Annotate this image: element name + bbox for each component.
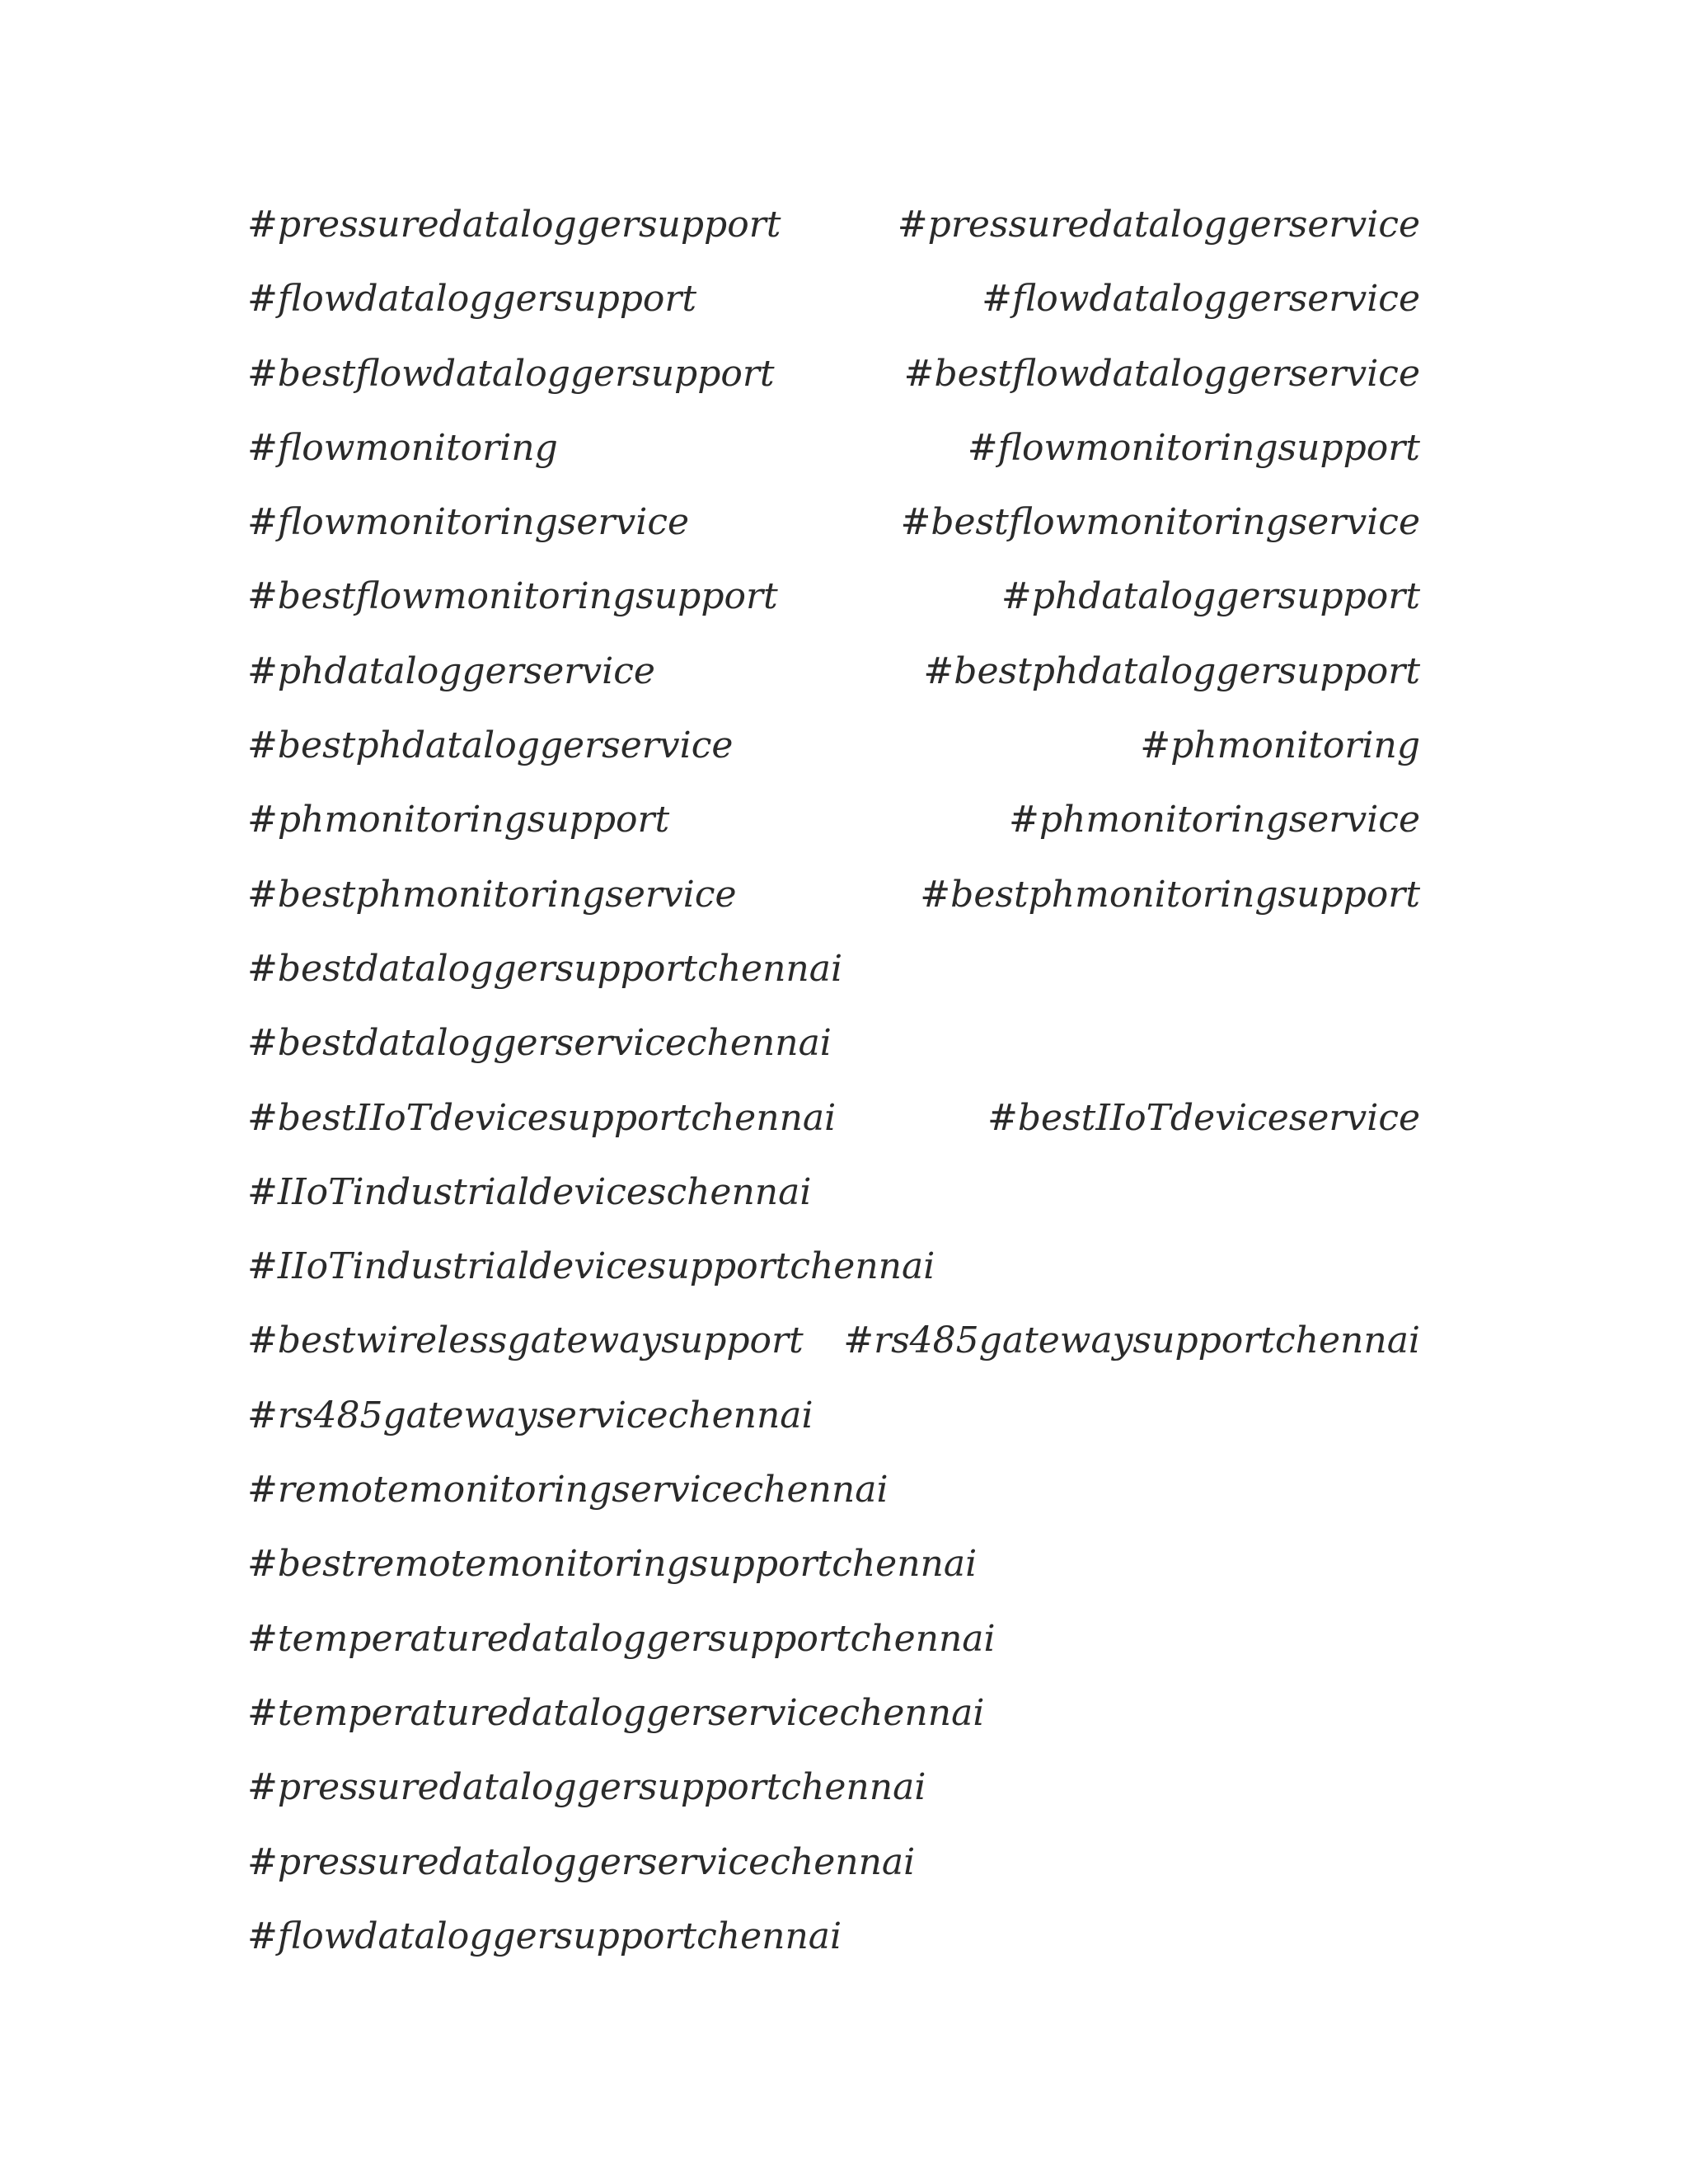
- hashtag-left: #temperaturedataloggersupportchennai: [247, 1617, 996, 1660]
- hashtag-left: #bestphdataloggerservice: [247, 724, 734, 767]
- hashtag-left: #IIoTindustrialdevicesupportchennai: [247, 1245, 935, 1288]
- hashtag-row: [247, 709, 1420, 783]
- hashtag-left: #bestwirelessgatewaysupport: [247, 1319, 804, 1362]
- hashtag-left: #bestflowdataloggersupport: [247, 352, 775, 395]
- hashtag-left: #bestdataloggerservicechennai: [247, 1022, 832, 1065]
- hashtag-row: [247, 858, 1420, 932]
- hashtag-left: #rs485gatewayservicechennai: [247, 1394, 814, 1436]
- hashtag-left: #bestdataloggersupportchennai: [247, 947, 843, 990]
- hashtag-row: [247, 1155, 1420, 1230]
- hashtag-left: #pressuredataloggersupportchennai: [247, 1766, 926, 1809]
- hashtag-row: [247, 1379, 1420, 1453]
- hashtag-row: [247, 337, 1420, 411]
- hashtag-row: [247, 1825, 1420, 1900]
- hashtag-list: [247, 188, 1420, 1974]
- hashtag-row: [247, 188, 1420, 262]
- hashtag-row: [247, 1527, 1420, 1601]
- hashtag-row: [247, 262, 1420, 336]
- hashtag-right: #bestphmonitoringsupport: [920, 873, 1420, 916]
- hashtag-row: [247, 1453, 1420, 1527]
- hashtag-left: #flowdataloggersupportchennai: [247, 1915, 842, 1957]
- hashtag-right: #pressuredataloggerservice: [897, 204, 1420, 246]
- hashtag-left: #pressuredataloggersupport: [247, 204, 781, 246]
- hashtag-row: [247, 635, 1420, 709]
- hashtag-row: [247, 1006, 1420, 1080]
- hashtag-left: #flowdataloggersupport: [247, 278, 697, 321]
- hashtag-right: #bestflowmonitoringservice: [900, 501, 1420, 544]
- hashtag-right: #phmonitoringservice: [1008, 799, 1420, 841]
- hashtag-left: #phdataloggerservice: [247, 649, 655, 692]
- hashtag-left: #remotemonitoringservicechennai: [247, 1469, 889, 1511]
- hashtag-left: #bestphmonitoringservice: [247, 873, 737, 916]
- hashtag-left: #bestflowmonitoringsupport: [247, 575, 778, 618]
- hashtag-right: #flowdataloggerservice: [982, 278, 1420, 321]
- hashtag-row: [247, 560, 1420, 634]
- hashtag-row: [247, 485, 1420, 560]
- hashtag-right: #phdataloggersupport: [1001, 575, 1420, 618]
- hashtag-row: [247, 1304, 1420, 1378]
- hashtag-row: [247, 1676, 1420, 1750]
- hashtag-row: [247, 1230, 1420, 1304]
- hashtag-right: #flowmonitoringsupport: [967, 426, 1420, 469]
- hashtag-left: #flowmonitoringservice: [247, 501, 690, 544]
- hashtag-row: [247, 1602, 1420, 1676]
- hashtag-row: [247, 411, 1420, 485]
- hashtag-left: #bestremotemonitoringsupportchennai: [247, 1543, 978, 1586]
- hashtag-right: #bestflowdataloggerservice: [903, 352, 1420, 395]
- hashtag-row: [247, 1750, 1420, 1825]
- hashtag-right: #rs485gatewaysupportchennai: [843, 1319, 1420, 1362]
- hashtag-left: #flowmonitoring: [247, 426, 558, 469]
- hashtag-left: #temperaturedataloggerservicechennai: [247, 1691, 985, 1734]
- hashtag-right: #bestphdataloggersupport: [923, 649, 1420, 692]
- hashtag-row: [247, 932, 1420, 1006]
- hashtag-row: [247, 1900, 1420, 1974]
- hashtag-left: #IIoTindustrialdeviceschennai: [247, 1170, 812, 1213]
- hashtag-right: #bestIIoTdeviceservice: [987, 1096, 1420, 1139]
- hashtag-row: [247, 783, 1420, 857]
- hashtag-left: #phmonitoringsupport: [247, 799, 670, 841]
- hashtag-left: #pressuredataloggerservicechennai: [247, 1840, 916, 1883]
- hashtag-row: [247, 1081, 1420, 1155]
- hashtag-left: #bestIIoTdevicesupportchennai: [247, 1096, 837, 1139]
- hashtag-right: #phmonitoring: [1140, 724, 1420, 767]
